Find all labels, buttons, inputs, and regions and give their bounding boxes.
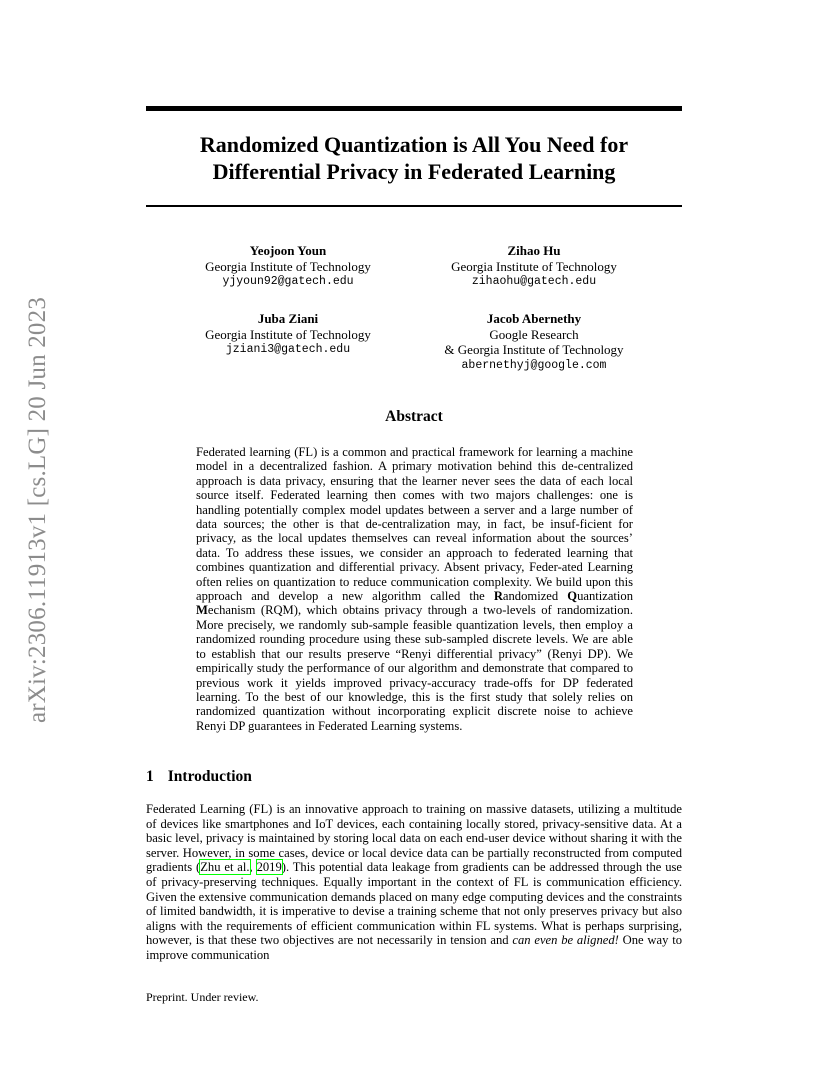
title-line-1: Randomized Quantization is All You Need for (199, 132, 629, 157)
section-title: Introduction (167, 768, 252, 785)
intro-text-part: One way to improve communication (146, 933, 682, 962)
citation-link-year[interactable]: 2019 (256, 860, 282, 875)
section-heading (146, 768, 252, 786)
abstract-text-part: uantization (577, 589, 634, 604)
citation-separator: , (249, 860, 257, 875)
abstract-text (196, 445, 633, 733)
abstract-text-part: echanism (RQM), which obtains privacy through a two-levels of randomization. More precisely, we randomly sub-sample feasible quantization levels, then employ a randomized rounding procedure using these sub-sampled discrete levels. We are able to establish that our results preserve “Renyi differential privacy” (Renyi DP). We empirically study the performance of our algorithm and demonstrate that compared to previous work it yields improved privacy-accuracy trade-offs for DP federated learning. To the best of our knowledge, this is the first study that solely relies on randomized quantization without incorporating explicit discrete noise to achieve Renyi DP guarantees in Federated Learning systems. (196, 603, 633, 733)
author-name: Jacob Abernethy (486, 311, 582, 326)
citation-link-author[interactable]: Zhu et al. (200, 860, 250, 875)
author-block (422, 311, 646, 373)
author-block (186, 243, 390, 290)
author-block (432, 243, 636, 290)
author-affiliation: Georgia Institute of Technology (205, 326, 371, 342)
author-name: Juba Ziani (257, 311, 319, 326)
abstract-bold-letter: M (196, 603, 208, 618)
author-email: abernethyj@google.com (461, 358, 607, 372)
abstract-bold-letter: R (493, 589, 503, 604)
abstract-heading: Abstract (385, 408, 443, 425)
author-affiliation: Georgia Institute of Technology (451, 258, 617, 274)
title-line-2: Differential Privacy in Federated Learning (212, 159, 616, 184)
preprint-footer: Preprint. Under review. (146, 990, 259, 1004)
paper-title (146, 131, 682, 185)
section-number: 1 (146, 768, 154, 785)
title-top-rule (146, 106, 682, 111)
arxiv-identifier-stamp: arXiv:2306.11913v1 [cs.LG] 20 Jun 2023 (24, 296, 51, 724)
intro-italic-text: can even be aligned! (512, 933, 619, 948)
introduction-paragraph (146, 802, 682, 963)
abstract-bold-letter: Q (567, 589, 578, 604)
author-email: zihaohu@gatech.edu (471, 275, 597, 288)
title-bottom-rule (146, 205, 682, 207)
abstract-text-part: Federated learning (FL) is a common and practical framework for learning a machine model in a decentralized fashion. A primary motivation behind this de-centralized approach is data privacy, ensuring that the learner never sees the data of each local source itself. Federated learning then comes with two majors challenges: one is handling potentially complex model updates between a server and a large number of data sources; the other is that de-centralization may, in fact, be insuf-ficient for privacy, as the local updates themselves can reveal information about the sources’ data. To address these issues, we consider an approach to federated learning that combines quantization and differential privacy. Absent privacy, Feder-ated Learning often relies on quantization to reduce communication complexity. We build upon this approach and develop a new algorithm called the (196, 445, 633, 604)
author-email: yjyoun92@gatech.edu (222, 275, 354, 288)
author-affiliation: Georgia Institute of Technology (205, 258, 371, 274)
author-block (186, 311, 390, 358)
author-name: Zihao Hu (507, 243, 561, 258)
intro-text-part: Federated Learning (FL) is an innovative approach to training on massive datasets, utilizing a multitude of devices like smartphones and IoT devices, each containing locally stored, privacy-sensitive data. At a basic level, privacy is maintained by storing local data on each end-user device without sharing it with the server. However, in some cases, device or local device data can be partially reconstructed from computed gradients ( (146, 802, 682, 875)
author-email: jziani3@gatech.edu (225, 343, 351, 356)
intro-text-part: ). This potential data leakage from gradients can be addressed through the use of privacy-preserving techniques. Equally important in the context of FL is communication efficiency. Given the extensive communication demands placed on many edge computing devices and the constraints of limited bandwidth, it is imperative to devise a training scheme that not only preserves privacy but also aligns with the requirements of efficient communication within FL systems. What is perhaps surprising, however, is that these two objectives are not necessarily in tension and (146, 860, 683, 948)
author-name: Yeojoon Youn (249, 243, 327, 258)
author-affiliation: Google Research (489, 326, 579, 342)
abstract-text-part: andomized (502, 589, 568, 604)
author-affiliation-secondary: & Georgia Institute of Technology (444, 342, 624, 357)
